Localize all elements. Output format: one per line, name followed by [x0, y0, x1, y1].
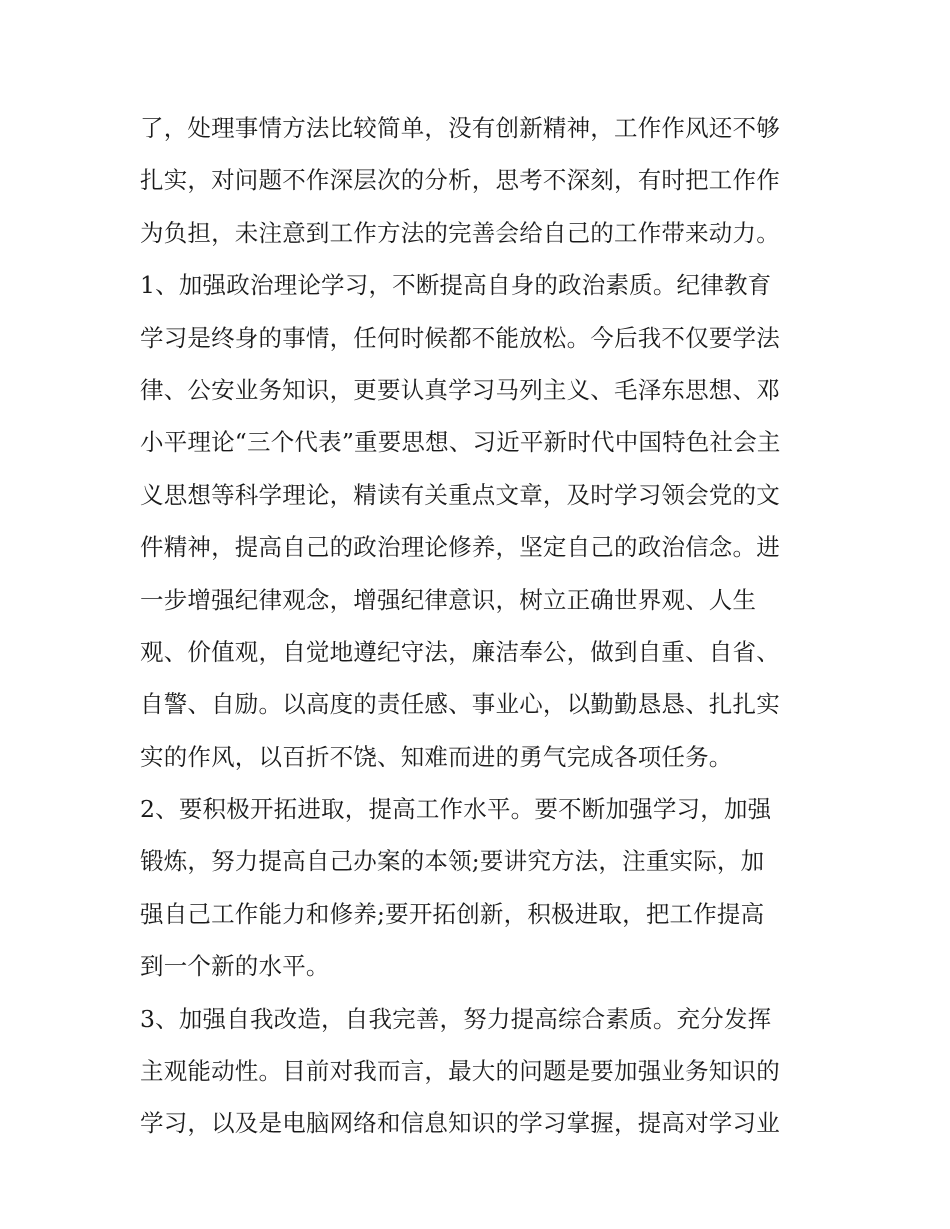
text-line: 义思想等科学理论，精读有关重点文章，及时学习领会党的文	[140, 480, 780, 509]
text-line: 扎实，对问题不作深层次的分析，思考不深刻，有时把工作作	[140, 166, 780, 195]
text-line: 主观能动性。目前对我而言，最大的问题是要加强业务知识的	[140, 1057, 780, 1086]
text-line: 件精神，提高自己的政治理论修养，坚定自己的政治信念。进	[140, 533, 780, 562]
body-text	[140, 102, 820, 1150]
text-line: 实的作风，以百折不饶、知难而进的勇气完成各项任务。	[140, 742, 733, 771]
text-line: 到一个新的水平。	[140, 952, 330, 981]
text-line: 强自己工作能力和修养;要开拓创新，积极进取，把工作提高	[140, 899, 765, 928]
text-line: 为负担，未注意到工作方法的完善会给自己的工作带来动力。	[140, 218, 780, 247]
text-line: 律、公安业务知识，更要认真学习马列主义、毛泽东思想、邓	[140, 375, 780, 404]
text-line: 2、要积极开拓进取，提高工作水平。要不断加强学习，加强	[140, 795, 772, 824]
text-line: 学习是终身的事情，任何时候都不能放松。今后我不仅要学法	[140, 323, 780, 352]
text-line: 3、加强自我改造，自我完善，努力提高综合素质。充分发挥	[140, 1004, 772, 1033]
text-line: 1、加强政治理论学习，不断提高自身的政治素质。纪律教育	[140, 271, 772, 300]
text-line: 学习，以及是电脑网络和信息知识的学习掌握，提高对学习业	[140, 1109, 780, 1138]
text-line: 自警、自励。以高度的责任感、事业心，以勤勤恳恳、扎扎实	[140, 690, 780, 719]
text-line: 观、价值观，自觉地遵纪守法，廉洁奉公，做到自重、自省、	[140, 637, 780, 666]
text-line: 锻炼，努力提高自己办案的本领;要讲究方法，注重实际，加	[140, 847, 765, 876]
text-line: 了，处理事情方法比较简单，没有创新精神，工作作风还不够	[140, 114, 780, 142]
text-line: 小平理论“三个代表”重要思想、习近平新时代中国特色社会主	[140, 428, 781, 457]
text-line: 一步增强纪律观念，增强纪律意识，树立正确世界观、人生	[140, 585, 757, 614]
